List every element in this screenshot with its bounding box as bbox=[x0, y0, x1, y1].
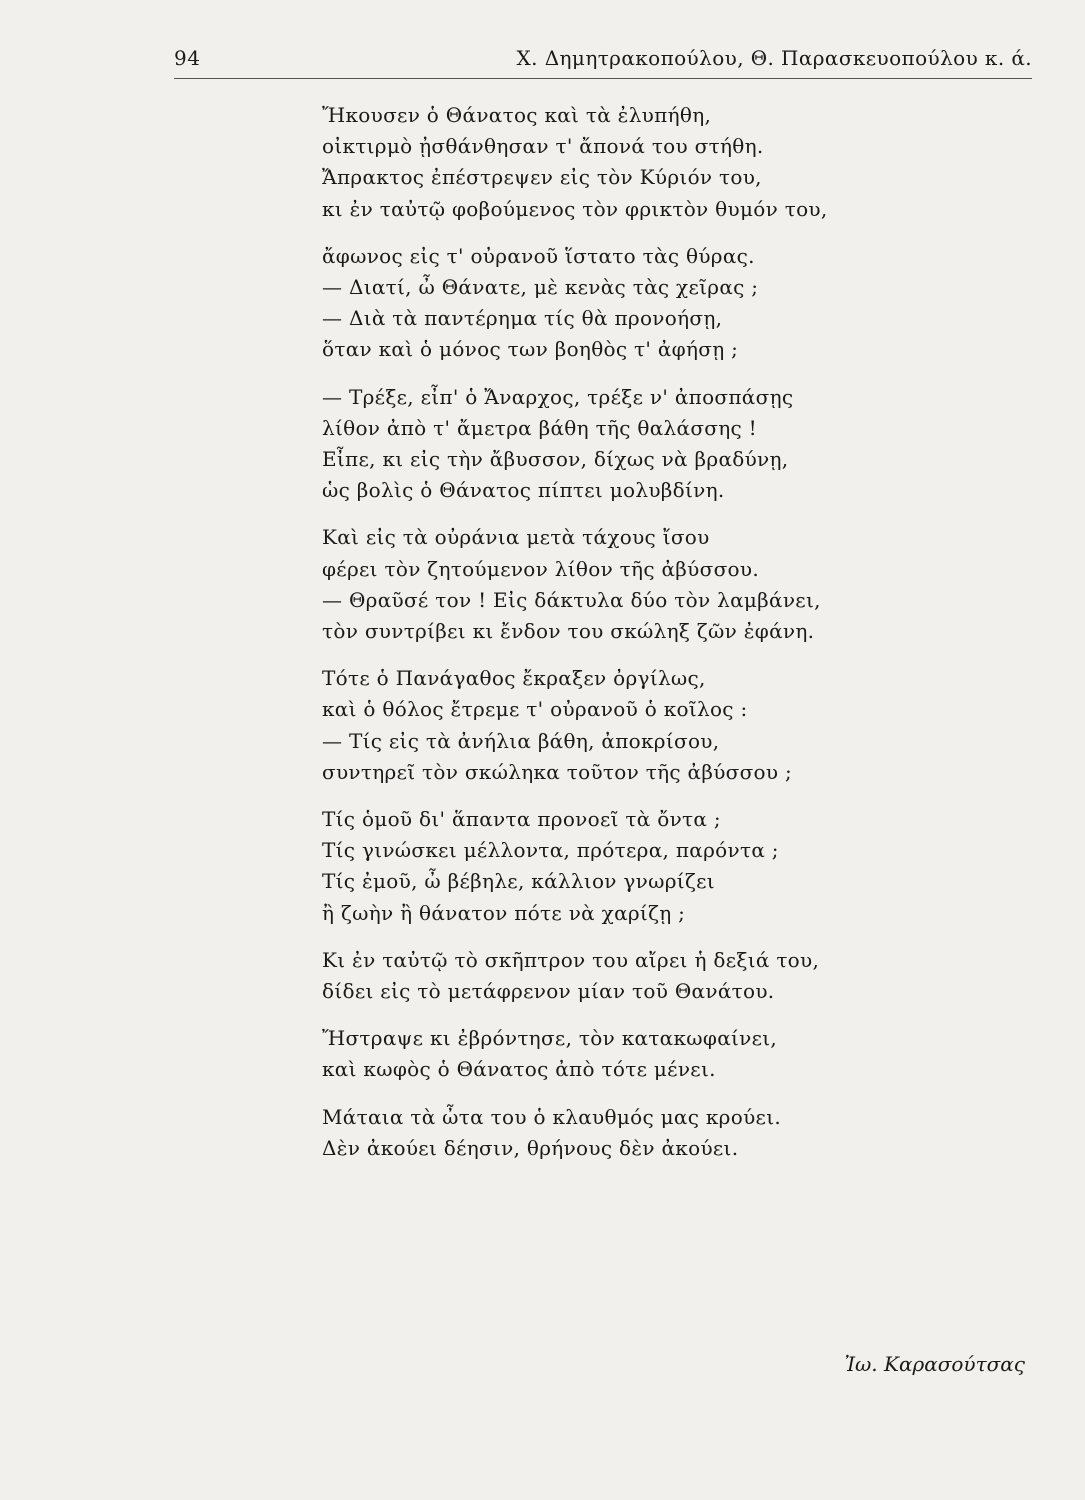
poem-line: δίδει εἰς τὸ μετάφρενον μίαν τοῦ Θανάτου. bbox=[322, 979, 775, 1004]
poem-line: ὅταν καὶ ὁ μόνος των βοηθὸς τ' ἀφήσῃ ; bbox=[322, 337, 739, 362]
poem-line: φέρει τὸν ζητούμενον λίθον τῆς ἀβύσσου. bbox=[322, 556, 759, 581]
poem-line: Μάταια τὰ ὦτα του ὁ κλαυθμός μας κρούει. bbox=[322, 1104, 782, 1129]
stanza bbox=[322, 1023, 942, 1085]
poem-line: κι ἐν ταὐτῷ φοβούμενος τὸν φρικτὸν θυμόν του, bbox=[322, 196, 828, 221]
author-signature: Ἰω. Καρασούτσας bbox=[844, 1352, 1025, 1376]
stanza bbox=[322, 241, 942, 366]
poem-line: Κι ἐν ταὐτῷ τὸ σκῆπτρον του αἴρει ἡ δεξιά του, bbox=[322, 947, 820, 972]
header-rule bbox=[174, 78, 1032, 79]
poem-line: ἄφωνος εἰς τ' οὐρανοῦ ἵστατο τὰς θύρας. bbox=[322, 243, 755, 268]
poem-line: οἰκτιρμὸ ᾐσθάνθησαν τ' ἄπονά του στήθη. bbox=[322, 134, 764, 159]
poem-line: Τίς γινώσκει μέλλοντα, πρότερα, παρόντα ; bbox=[322, 838, 779, 863]
poem-line: ὡς βολὶς ὁ Θάνατος πίπτει μολυβδίνη. bbox=[322, 478, 725, 503]
poem-line: Ἤκουσεν ὁ Θάνατος καὶ τὰ ἐλυπήθη, bbox=[322, 103, 712, 127]
stanza bbox=[322, 1102, 942, 1164]
stanza bbox=[322, 663, 942, 788]
stanza bbox=[322, 382, 942, 507]
poem-line: καὶ κωφὸς ὁ Θάνατος ἀπὸ τότε μένει. bbox=[322, 1057, 716, 1082]
poem-line: καὶ ὁ θόλος ἔτρεμε τ' οὐρανοῦ ὁ κοῖλος : bbox=[322, 697, 748, 722]
poem-line: Καὶ εἰς τὰ οὐράνια μετὰ τάχους ἴσου bbox=[322, 525, 710, 550]
poem-line: — Διὰ τὰ παντέρημα τίς θὰ προνοήσῃ, bbox=[322, 306, 723, 331]
stanza bbox=[322, 522, 942, 647]
poem-line: — Τίς εἰς τὰ ἀνήλια βάθη, ἀποκρίσου, bbox=[322, 728, 720, 753]
poem-line: ἢ ζωὴν ἢ θάνατον πότε νὰ χαρίζῃ ; bbox=[322, 900, 686, 925]
running-head: Χ. Δημητρακοπούλου, Θ. Παρασκευοπούλου κ. ά. bbox=[516, 46, 1032, 70]
poem-line: Τότε ὁ Πανάγαθος ἔκραξεν ὀργίλως, bbox=[322, 666, 706, 691]
stanza bbox=[322, 804, 942, 929]
poem bbox=[322, 100, 942, 1180]
poem-line: Δὲν ἀκούει δέησιν, θρήνους δὲν ἀκούει. bbox=[322, 1135, 739, 1160]
poem-line: λίθον ἀπὸ τ' ἄμετρα βάθη τῆς θαλάσσης ! bbox=[322, 415, 758, 440]
poem-line: Ἄπρακτος ἐπέστρεψεν εἰς τὸν Κύριόν του, bbox=[322, 165, 762, 190]
poem-line: Ἤστραψε κι ἐβρόντησε, τὸν κατακωφαίνει, bbox=[322, 1026, 778, 1051]
poem-line: τὸν συντρίβει κι ἔνδον του σκώληξ ζῶν ἐφάνη. bbox=[322, 619, 815, 644]
stanza bbox=[322, 100, 942, 225]
poem-line: Τίς ὁμοῦ δι' ἅπαντα προνοεῖ τὰ ὄντα ; bbox=[322, 807, 721, 832]
poem-line: — Θραῦσέ τον ! Εἰς δάκτυλα δύο τὸν λαμβάνει, bbox=[322, 587, 821, 612]
poem-line: Τίς ἐμοῦ, ὦ βέβηλε, κάλλιον γνωρίζει bbox=[322, 869, 715, 894]
page-number: 94 bbox=[174, 46, 201, 70]
stanza bbox=[322, 945, 942, 1007]
poem-line: συντηρεῖ τὸν σκώληκα τοῦτον τῆς ἀβύσσου ; bbox=[322, 759, 793, 784]
page-header bbox=[174, 42, 1032, 82]
poem-line: — Τρέξε, εἶπ' ὁ Ἄναρχος, τρέξε ν' ἀποσπάσῃς bbox=[322, 384, 794, 409]
poem-line: Εἶπε, κι εἰς τὴν ἄβυσσον, δίχως νὰ βραδύνῃ, bbox=[322, 447, 789, 472]
poem-line: — Διατί, ὦ Θάνατε, μὲ κενὰς τὰς χεῖρας ; bbox=[322, 275, 759, 300]
